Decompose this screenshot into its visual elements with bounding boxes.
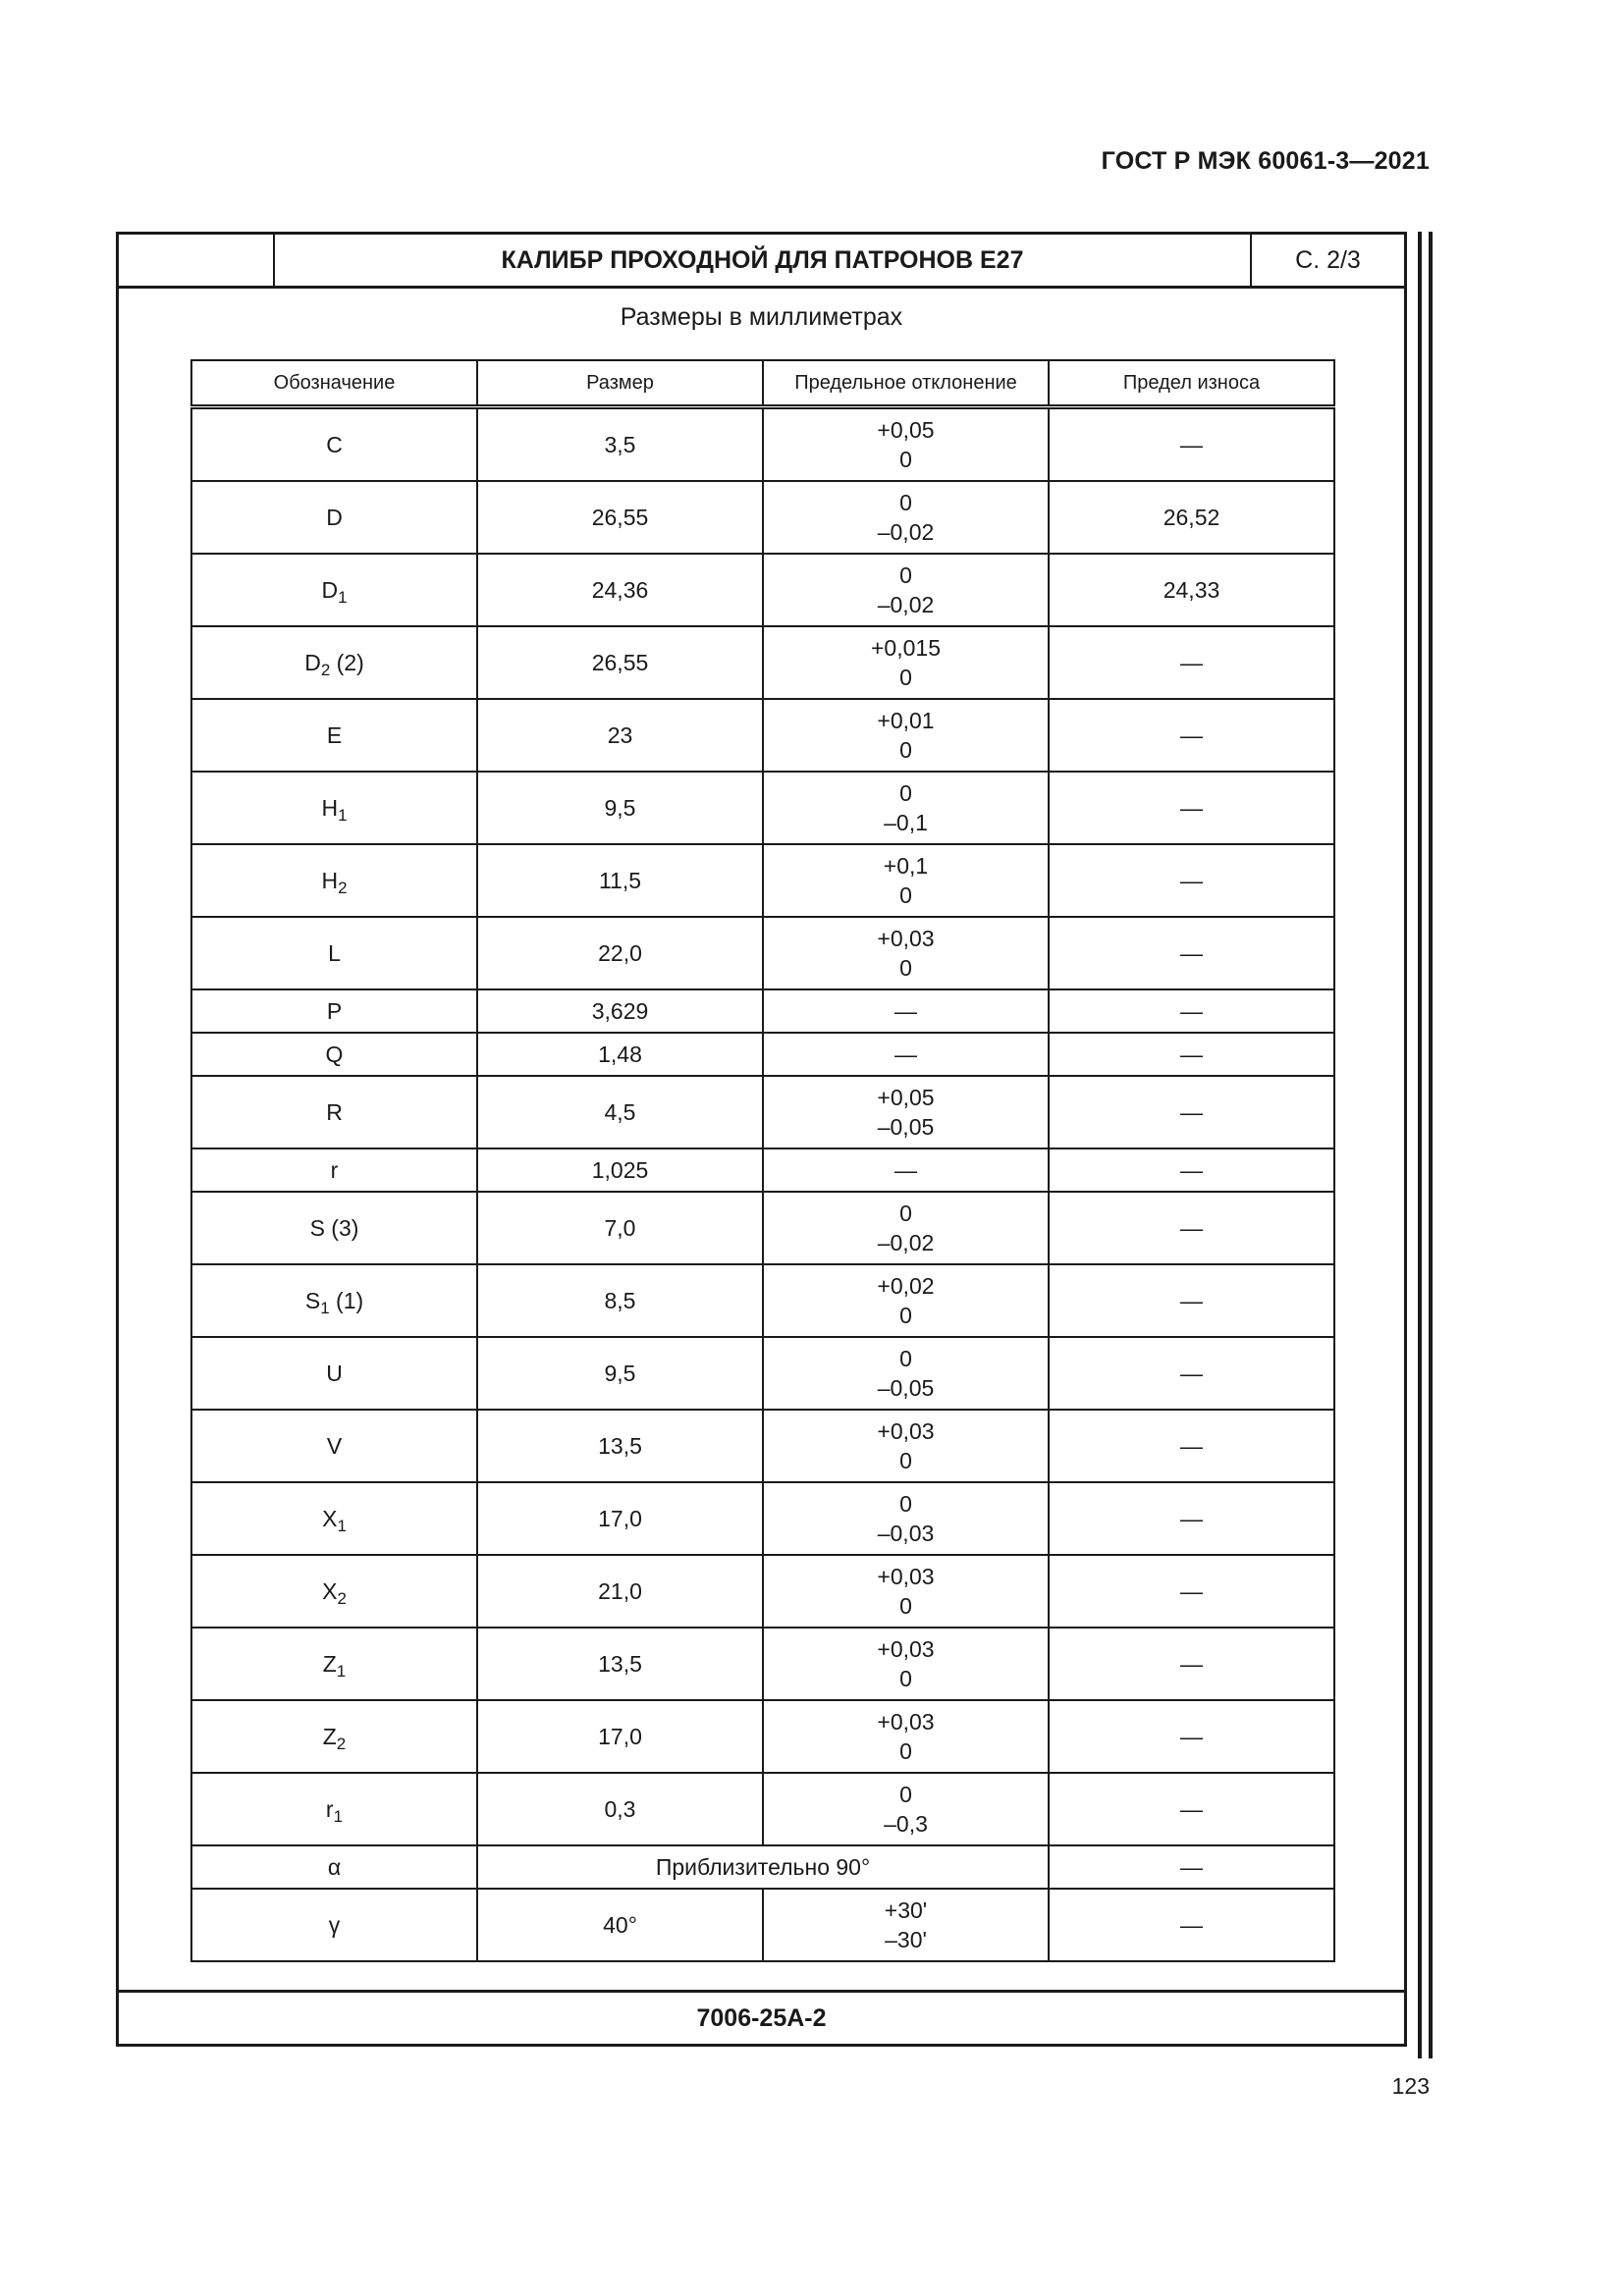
designation-subscript: 2 — [338, 879, 348, 897]
deviation-cell: — — [763, 1148, 1049, 1192]
table-row — [191, 917, 1334, 989]
designation-symbol: Z — [322, 1651, 337, 1677]
designation-symbol: D — [326, 505, 343, 530]
size-cell: 22,0 — [477, 917, 763, 989]
table-row — [191, 1773, 1334, 1845]
page-number: 123 — [1391, 2073, 1430, 2099]
designation-cell — [191, 1700, 477, 1773]
deviation-cell — [763, 1889, 1049, 1961]
deviation-lower: 0 — [899, 447, 912, 472]
designation-symbol: D — [304, 650, 321, 675]
designation-symbol: U — [326, 1361, 343, 1386]
designation-subscript: 2 — [320, 661, 331, 679]
standard-designation: ГОСТ Р МЭК 60061-3—2021 — [1101, 147, 1430, 175]
designation-cell — [191, 481, 477, 554]
size-cell: 40° — [477, 1889, 763, 1961]
designation-symbol: D — [321, 577, 339, 603]
designation-symbol: H — [321, 868, 339, 893]
designation-cell — [191, 1410, 477, 1482]
deviation-cell: — — [763, 1033, 1049, 1076]
deviation-upper: 0 — [899, 1201, 912, 1226]
deviation-lower: 0 — [899, 1303, 912, 1328]
deviation-cell — [763, 1076, 1049, 1148]
deviation-cell — [763, 699, 1049, 772]
wear-limit-cell: — — [1049, 1555, 1334, 1628]
deviation-lower: –0,05 — [877, 1114, 935, 1140]
designation-cell — [191, 1148, 477, 1192]
designation-symbol: α — [327, 1854, 342, 1880]
size-cell: 23 — [477, 699, 763, 772]
wear-limit-cell: — — [1049, 917, 1334, 989]
table-row — [191, 1192, 1334, 1264]
wear-limit-cell: — — [1049, 1410, 1334, 1482]
designation-cell — [191, 1555, 477, 1628]
size-cell: 24,36 — [477, 554, 763, 626]
designation-cell — [191, 407, 477, 482]
table-row — [191, 1033, 1334, 1076]
deviation-upper: 0 — [899, 1346, 912, 1371]
designation-symbol: R — [326, 1099, 343, 1125]
designation-cell — [191, 917, 477, 989]
deviation-lower: –0,02 — [877, 1230, 935, 1255]
designation-note: (2) — [330, 650, 364, 675]
designation-cell — [191, 1033, 477, 1076]
deviation-lower: –0,02 — [877, 592, 935, 617]
wear-limit-cell: — — [1049, 844, 1334, 917]
deviation-lower: 0 — [899, 882, 912, 908]
deviation-lower: –0,1 — [884, 810, 928, 835]
deviation-upper: +0,02 — [877, 1273, 935, 1299]
designation-subscript: 2 — [337, 1589, 347, 1608]
designation-symbol: E — [326, 722, 343, 748]
designation-note: (1) — [329, 1288, 364, 1313]
designation-cell — [191, 1076, 477, 1148]
frame-side-line — [1418, 232, 1422, 2058]
size-cell: 4,5 — [477, 1076, 763, 1148]
size-cell: 1,48 — [477, 1033, 763, 1076]
size-cell: 13,5 — [477, 1628, 763, 1700]
designation-cell — [191, 1845, 477, 1889]
deviation-cell — [763, 1628, 1049, 1700]
merged-size-cell: Приблизительно 90° — [477, 1845, 1049, 1889]
deviation-cell — [763, 626, 1049, 699]
table-row — [191, 989, 1334, 1033]
units-note: Размеры в миллиметрах — [620, 303, 903, 331]
designation-symbol: H — [321, 795, 339, 821]
wear-limit-cell: — — [1049, 1889, 1334, 1961]
deviation-upper: +0,03 — [877, 1636, 935, 1662]
deviation-upper: +0,01 — [877, 708, 935, 733]
deviation-lower: 0 — [899, 1448, 912, 1473]
column-header: Размер — [477, 360, 763, 407]
table-row — [191, 772, 1334, 844]
column-header: Предел износа — [1049, 360, 1334, 407]
size-cell: 0,3 — [477, 1773, 763, 1845]
wear-limit-cell: — — [1049, 1482, 1334, 1555]
designation-symbol: S — [304, 1288, 321, 1313]
table-row — [191, 1337, 1334, 1410]
deviation-upper: +0,015 — [871, 635, 941, 661]
designation-symbol: V — [326, 1433, 343, 1459]
deviation-upper: 0 — [899, 1491, 912, 1517]
wear-limit-cell: — — [1049, 772, 1334, 844]
designation-cell — [191, 699, 477, 772]
column-header: Обозначение — [191, 360, 477, 407]
designation-symbol: Q — [325, 1041, 344, 1067]
designation-symbol: X — [322, 1578, 338, 1604]
deviation-cell — [763, 1192, 1049, 1264]
wear-limit-cell: — — [1049, 1264, 1334, 1337]
designation-cell — [191, 1773, 477, 1845]
size-cell: 17,0 — [477, 1482, 763, 1555]
deviation-upper: +0,03 — [877, 1418, 935, 1444]
table-row — [191, 1845, 1334, 1889]
wear-limit-cell: — — [1049, 1845, 1334, 1889]
wear-limit-cell: 24,33 — [1049, 554, 1334, 626]
table-row — [191, 1410, 1334, 1482]
size-cell: 13,5 — [477, 1410, 763, 1482]
designation-cell — [191, 626, 477, 699]
wear-limit-cell: — — [1049, 1628, 1334, 1700]
frame-side-line — [1429, 232, 1433, 2058]
deviation-cell — [763, 917, 1049, 989]
table-row — [191, 1076, 1334, 1148]
designation-cell — [191, 1264, 477, 1337]
wear-limit-cell: — — [1049, 699, 1334, 772]
table-row — [191, 844, 1334, 917]
dimensions-table — [190, 359, 1335, 1962]
sheet-code: 7006-25A-2 — [119, 1990, 1404, 2044]
designation-symbol: X — [322, 1506, 338, 1531]
sheet-title: КАЛИБР ПРОХОДНОЙ ДЛЯ ПАТРОНОВ E27 — [275, 235, 1252, 286]
deviation-cell — [763, 1555, 1049, 1628]
table-row — [191, 1628, 1334, 1700]
size-cell: 21,0 — [477, 1555, 763, 1628]
deviation-cell — [763, 407, 1049, 482]
column-header: Предельное отклонение — [763, 360, 1049, 407]
designation-cell — [191, 1337, 477, 1410]
size-cell: 17,0 — [477, 1700, 763, 1773]
deviation-cell — [763, 1264, 1049, 1337]
size-cell: 8,5 — [477, 1264, 763, 1337]
wear-limit-cell: — — [1049, 1700, 1334, 1773]
designation-symbol: L — [328, 940, 341, 966]
wear-limit-cell: 26,52 — [1049, 481, 1334, 554]
designation-subscript: 1 — [333, 1807, 344, 1826]
sheet-page-ref: С. 2/3 — [1295, 245, 1361, 274]
designation-subscript: 1 — [338, 588, 348, 607]
designation-symbol: r — [325, 1796, 334, 1822]
wear-limit-cell: — — [1049, 1033, 1334, 1076]
deviation-upper: +0,05 — [877, 1085, 935, 1110]
table-header-row — [191, 360, 1334, 407]
wear-limit-cell: — — [1049, 407, 1334, 482]
designation-subscript: 1 — [337, 1517, 347, 1535]
deviation-lower: 0 — [899, 1738, 912, 1764]
size-cell: 3,5 — [477, 407, 763, 482]
deviation-upper: 0 — [899, 562, 912, 588]
designation-symbol: P — [326, 998, 343, 1024]
table-row — [191, 699, 1334, 772]
designation-note: (3) — [324, 1215, 359, 1241]
designation-cell — [191, 1482, 477, 1555]
designation-cell — [191, 1192, 477, 1264]
deviation-upper: +0,05 — [877, 417, 935, 443]
designation-subscript: 1 — [338, 806, 348, 825]
deviation-lower: –0,02 — [877, 519, 935, 545]
table-row — [191, 407, 1334, 482]
deviation-upper: +0,1 — [883, 853, 929, 879]
deviation-cell — [763, 1337, 1049, 1410]
designation-cell — [191, 772, 477, 844]
title-block — [119, 235, 1404, 289]
table-row — [191, 1264, 1334, 1337]
deviation-upper: 0 — [899, 780, 912, 806]
size-cell: 7,0 — [477, 1192, 763, 1264]
deviation-upper: +0,03 — [877, 926, 935, 951]
deviation-upper: +0,03 — [877, 1564, 935, 1589]
deviation-cell — [763, 1773, 1049, 1845]
table-row — [191, 1555, 1334, 1628]
deviation-upper: 0 — [899, 490, 912, 515]
designation-symbol: C — [326, 432, 343, 457]
deviation-upper: +30' — [884, 1897, 928, 1923]
size-cell: 9,5 — [477, 1337, 763, 1410]
wear-limit-cell: — — [1049, 1337, 1334, 1410]
deviation-lower: 0 — [899, 1666, 912, 1691]
deviation-lower: 0 — [899, 737, 912, 763]
designation-cell — [191, 1889, 477, 1961]
deviation-cell — [763, 844, 1049, 917]
deviation-upper: 0 — [899, 1782, 912, 1807]
designation-subscript: 1 — [336, 1662, 347, 1681]
deviation-lower: –0,05 — [877, 1375, 935, 1401]
deviation-cell — [763, 1700, 1049, 1773]
size-cell: 26,55 — [477, 481, 763, 554]
wear-limit-cell: — — [1049, 1773, 1334, 1845]
deviation-lower: 0 — [899, 955, 912, 981]
title-blank-cell — [119, 235, 275, 286]
wear-limit-cell: — — [1049, 1192, 1334, 1264]
deviation-cell: — — [763, 989, 1049, 1033]
dimensions-table-wrap — [190, 359, 1335, 1962]
deviation-cell — [763, 1410, 1049, 1482]
deviation-cell — [763, 481, 1049, 554]
deviation-lower: 0 — [899, 1593, 912, 1619]
designation-symbol: r — [330, 1157, 339, 1183]
table-row — [191, 1700, 1334, 1773]
wear-limit-cell: — — [1049, 626, 1334, 699]
size-cell: 1,025 — [477, 1148, 763, 1192]
designation-cell — [191, 989, 477, 1033]
wear-limit-cell: — — [1049, 989, 1334, 1033]
size-cell: 11,5 — [477, 844, 763, 917]
wear-limit-cell: — — [1049, 1148, 1334, 1192]
designation-symbol: γ — [328, 1912, 341, 1938]
wear-limit-cell: — — [1049, 1076, 1334, 1148]
designation-cell — [191, 1628, 477, 1700]
size-cell: 3,629 — [477, 989, 763, 1033]
deviation-upper: +0,03 — [877, 1709, 935, 1735]
designation-symbol: S — [309, 1215, 325, 1241]
table-row — [191, 1889, 1334, 1961]
table-row — [191, 481, 1334, 554]
deviation-lower: –30' — [885, 1927, 927, 1952]
deviation-cell — [763, 772, 1049, 844]
deviation-lower: –0,03 — [877, 1521, 935, 1546]
deviation-cell — [763, 1482, 1049, 1555]
designation-symbol: Z — [322, 1724, 337, 1749]
deviation-cell — [763, 554, 1049, 626]
table-row — [191, 626, 1334, 699]
designation-subscript: 1 — [320, 1299, 330, 1317]
table-row — [191, 1148, 1334, 1192]
designation-cell — [191, 844, 477, 917]
table-row — [191, 1482, 1334, 1555]
designation-subscript: 2 — [336, 1735, 347, 1753]
size-cell: 9,5 — [477, 772, 763, 844]
deviation-lower: –0,3 — [884, 1811, 928, 1837]
table-row — [191, 554, 1334, 626]
designation-cell — [191, 554, 477, 626]
size-cell: 26,55 — [477, 626, 763, 699]
table-body — [191, 407, 1334, 1962]
sheet-frame — [116, 232, 1407, 2047]
deviation-lower: 0 — [899, 665, 912, 690]
